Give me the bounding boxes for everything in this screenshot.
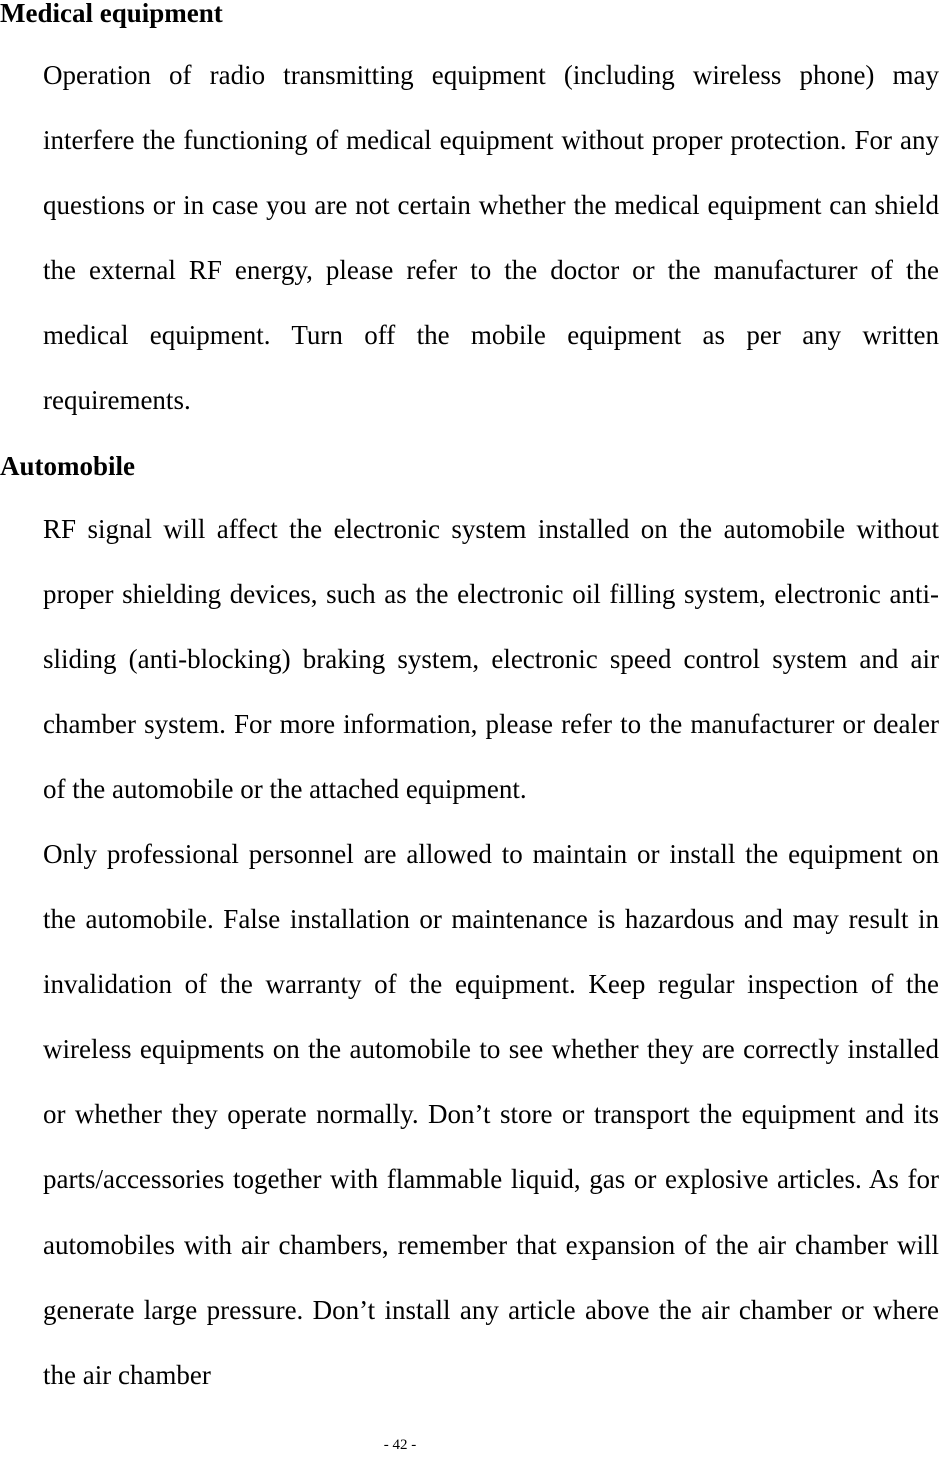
page-number: - 42 - bbox=[383, 1437, 417, 1453]
section-heading-automobile: Automobile bbox=[0, 451, 135, 481]
section-heading-medical-equipment: Medical equipment bbox=[0, 0, 223, 28]
paragraph-automobile-rf-signal: RF signal will affect the electronic system installed on the automobile without proper shielding devices, such as the electronic oil filling system, electronic anti-sliding (anti-blocking) braking system, electronic speed control system and air chamber system. For more information, please refer to the manufacturer or dealer of the automobile or the attached equipment. bbox=[43, 514, 939, 805]
paragraph-medical-equipment: Operation of radio transmitting equipment (including wireless phone) may interfere the functioning of medical equipment without proper protection. For any questions or in case you are not certain whether the medical equipment can shield the external RF energy, please refer to the doctor or the manufacturer of the medical equipment. Turn off the mobile equipment as per any written requirements. bbox=[43, 60, 939, 416]
paragraph-automobile-installation: Only professional personnel are allowed to maintain or install the equipment on the automobile. False installation or maintenance is hazardous and may result in invalidation of the warranty of the equipment. Keep regular inspection of the wireless equipments on the automobile to see whether they are correctly installed or whether they operate normally. Don’t store or transport the equipment and its parts/accessories together with flammable liquid, gas or explosive articles. As for automobiles with air chambers, remember that expansion of the air chamber will generate large pressure. Don’t install any article above the air chamber or where the air chamber bbox=[43, 839, 939, 1390]
